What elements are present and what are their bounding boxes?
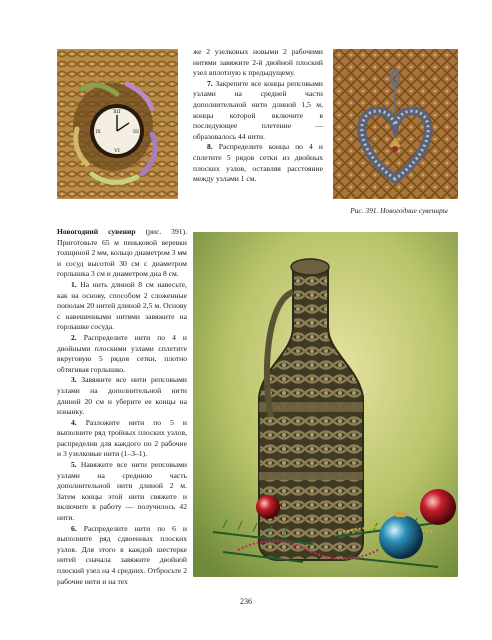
svg-text:VI: VI — [114, 148, 120, 154]
step-7 — [193, 79, 323, 143]
step-4-number: 4. — [71, 417, 77, 427]
step-1-text: На нить длиной 8 см навесьте, как на основу, способом 2 сложенные пополам 20 нитей длиной 2,5 м. Основу с навешенными нитями завяжите на горлышке сосуда. — [57, 279, 187, 332]
step-5 — [57, 460, 187, 524]
step-4 — [57, 418, 187, 460]
step-3-text: Завяжите все нити репсовыми узлами на дополнительной нити длиной 20 см и уберите ее концы на изнанку. — [57, 375, 187, 417]
figure-caption: Рис. 391. Новогодние сувениры — [350, 206, 448, 215]
paragraph-continued: же 2 узелковых новыми 2 рабочими нитями завяжите 2-й двойной плоский узел вплотную к предыдущему. — [193, 47, 323, 78]
step-8-text: Распределите концы по 4 и сплетите 5 рядов сетки из двойных плоских узлов, оставляя расстояние между узлами 1 см. — [193, 142, 323, 184]
step-8-number: 8. — [207, 142, 213, 152]
section-title: Новогодний сувенир — [57, 227, 136, 236]
step-3-number: 3. — [71, 375, 77, 385]
step-6 — [57, 524, 187, 588]
top-text-column — [193, 47, 323, 185]
step-5-number: 5. — [71, 460, 77, 470]
heart-souvenir-photo — [333, 49, 458, 199]
intro-text: (рис. 391). Приготовьте 65 м пеньковой веревки толщиной 2 мм, кольцо диаметром 3 мм и сосуд высотой 30 см с диаметром горлышка 3 см и диаметром дна 8 см. — [57, 227, 187, 279]
left-text-column — [57, 227, 187, 587]
step-6-text: Распределите нити по 6 и выполните ряд сдвоенных плоских узлов. Для этого в каждой шестерке нитей сначала завяжите двойной плоский узел на 4 средних. Отбросьте 2 рабочие нити и на тех — [57, 523, 187, 586]
macrame-bottle-photo — [193, 232, 458, 577]
step-1-number: 1. — [71, 279, 77, 289]
step-2-text: Распределите нити по 4 и двойными плоскими узлами сплетите вкруговую 5 рядов сетки, плотно обтягивая горлышко. — [57, 332, 187, 374]
svg-text:XII: XII — [113, 109, 121, 115]
step-6-number: 6. — [71, 523, 77, 533]
step-3 — [57, 375, 187, 417]
page-number: 236 — [240, 597, 252, 606]
step-7-text: Закрепите все концы репсовыми узлами на средней части дополнительной нити длиной 1,5 м, концы которой включите в последующее плетение — образовалось 44 нити. — [193, 78, 323, 141]
step-2-number: 2. — [71, 332, 77, 342]
step-2 — [57, 333, 187, 375]
step-5-text: Навяжите все нити репсовыми узлами на среднюю часть дополнительной нити длиной 2 м. Затем концы этой нити свяжите и включите в работу — получилось 42 нити. — [57, 460, 187, 523]
step-7-number: 7. — [207, 78, 213, 88]
step-1 — [57, 280, 187, 333]
step-4-text: Разложите нити по 5 и выполните ряд тройных плоских узлов, распределив для каждого по 2 рабочие и 3 узелковые нити (1–3–1). — [57, 417, 187, 459]
clock-souvenir-photo — [57, 49, 178, 199]
intro-paragraph — [57, 227, 187, 280]
step-8 — [193, 142, 323, 184]
svg-text:III: III — [133, 129, 139, 135]
svg-text:IX: IX — [95, 129, 101, 135]
